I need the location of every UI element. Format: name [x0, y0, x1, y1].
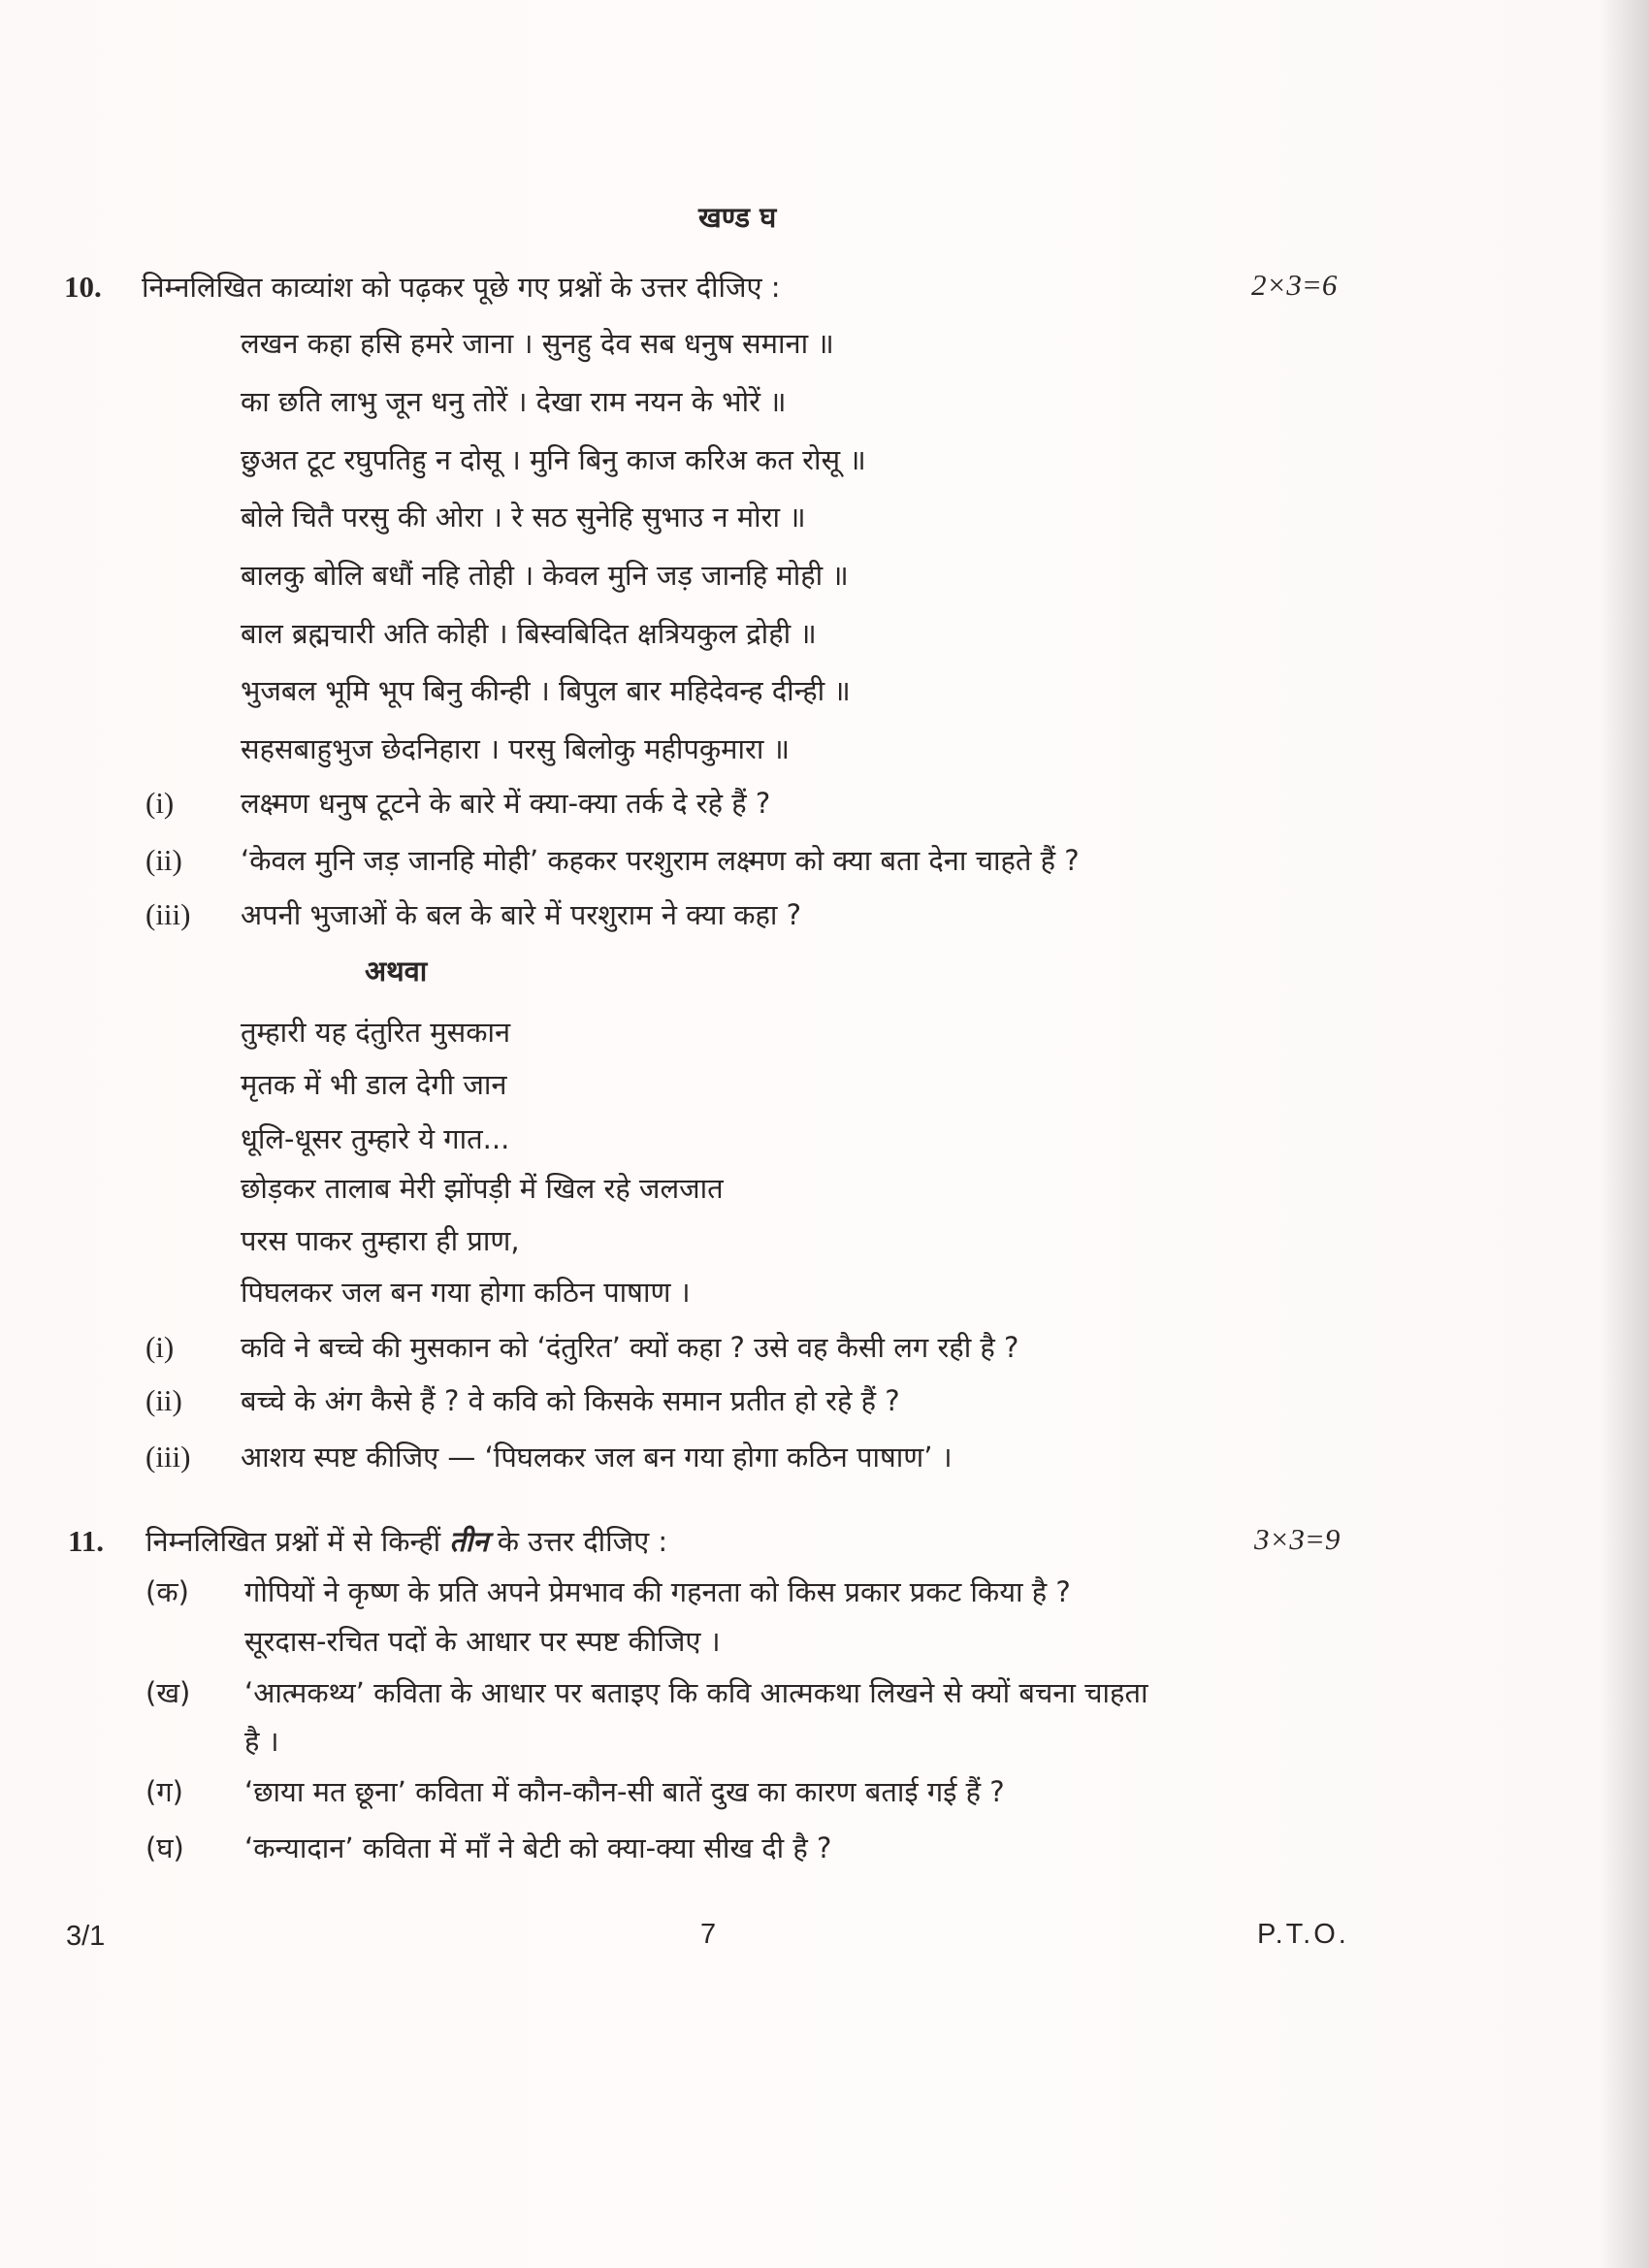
poem-line: धूलि-धूसर तुम्हारे ये गात...	[241, 1122, 510, 1155]
section-title: खण्ड घ	[698, 201, 777, 234]
subquestion-label: (i)	[146, 1330, 175, 1364]
poem-line: बालकु बोलि बधौं नहि तोही । केवल मुनि जड़ जानहि मोही ॥	[241, 559, 849, 592]
instruction-pre: निम्नलिखित प्रश्नों में से किन्हीं	[146, 1525, 441, 1558]
poem-line: भुजबल भूमि भूप बिनु कीन्ही । बिपुल बार महिदेवन्ह दीन्ही ॥	[241, 674, 851, 707]
subquestion-label: (iii)	[146, 1440, 191, 1474]
poem-line: लखन कहा हसि हमरे जाना । सुनहु देव सब धनुष समाना ॥	[241, 327, 834, 360]
page-number: 7	[700, 1919, 717, 1950]
poem-line: छोड़कर तालाब मेरी झोंपड़ी में खिल रहे जलजात	[241, 1172, 724, 1205]
subquestion-text: अपनी भुजाओं के बल के बारे में परशुराम ने क्या कहा ?	[241, 898, 802, 931]
subquestion-label: (घ)	[146, 1831, 184, 1864]
subquestion-text: ‘आत्मकथ्य’ कविता के आधार पर बताइए कि कवि आत्मकथा लिखने से क्यों बचना चाहता	[244, 1676, 1148, 1709]
subquestion-text: ‘कन्यादान’ कविता में माँ ने बेटी को क्या-क्या सीख दी है ?	[244, 1831, 832, 1864]
subquestion-text: ‘केवल मुनि जड़ जानहि मोही’ कहकर परशुराम लक्ष्मण को क्या बता देना चाहते हैं ?	[241, 844, 1080, 877]
subquestion-label: (i)	[146, 786, 175, 820]
poem-line: परस पाकर तुम्हारा ही प्राण,	[241, 1224, 520, 1257]
poem-line: पिघलकर जल बन गया होगा कठिन पाषाण ।	[241, 1276, 691, 1309]
subquestion-text: ‘छाया मत छूना’ कविता में कौन-कौन-सी बातें दुख का कारण बताई गई हैं ?	[244, 1775, 1005, 1808]
poem-line: बोले चितै परसु की ओरा । रे सठ सुनेहि सुभाउ न मोरा ॥	[241, 501, 806, 534]
instruction-post: के उत्तर दीजिए :	[497, 1525, 668, 1558]
subquestion-label: (iii)	[146, 897, 191, 931]
poem-line: का छति लाभु जून धनु तोरें । देखा राम नयन के भोरें ॥	[241, 385, 787, 418]
subquestion-label: (ii)	[146, 843, 182, 877]
pto-label: P.T.O.	[1257, 1919, 1349, 1950]
subquestion-text: कवि ने बच्चे की मुसकान को ‘दंतुरित’ क्यों कहा ? उसे वह कैसी लग रही है ?	[241, 1331, 1019, 1364]
poem-line: मृतक में भी डाल देगी जान	[241, 1068, 507, 1101]
question-marks: 3×3=9	[1254, 1522, 1341, 1556]
subquestion-label: (ग)	[146, 1775, 183, 1808]
question-number: 10.	[64, 270, 102, 304]
question-marks: 2×3=6	[1251, 268, 1338, 302]
subquestion-text: गोपियों ने कृष्ण के प्रति अपने प्रेमभाव की गहनता को किस प्रकार प्रकट किया है ?	[244, 1575, 1071, 1608]
subquestion-label: (ii)	[146, 1383, 182, 1417]
subquestion-text: आशय स्पष्ट कीजिए — ‘पिघलकर जल बन गया होगा कठिन पाषाण’ ।	[241, 1441, 953, 1474]
paper-code: 3/1	[66, 1921, 106, 1952]
instruction-emphasis: तीन	[449, 1525, 489, 1558]
subquestion-text: है ।	[244, 1725, 279, 1758]
question-instruction: निम्नलिखित काव्यांश को पढ़कर पूछे गए प्रश्नों के उत्तर दीजिए :	[142, 271, 781, 304]
subquestion-text: बच्चे के अंग कैसे हैं ? वे कवि को किसके समान प्रतीत हो रहे हैं ?	[241, 1384, 900, 1417]
poem-line: छुअत टूट रघुपतिहु न दोसू । मुनि बिनु काज करिअ कत रोसू ॥	[241, 443, 866, 476]
or-label: अथवा	[365, 955, 428, 988]
subquestion-label: (क)	[146, 1575, 189, 1608]
question-number: 11.	[68, 1524, 105, 1558]
poem-line: तुम्हारी यह दंतुरित मुसकान	[241, 1016, 511, 1049]
subquestion-label: (ख)	[146, 1676, 191, 1709]
subquestion-text: लक्ष्मण धनुष टूटने के बारे में क्या-क्या तर्क दे रहे हैं ?	[241, 787, 771, 820]
poem-line: सहसबाहुभुज छेदनिहारा । परसु बिलोकु महीपकुमारा ॥	[241, 732, 790, 765]
question-instruction	[146, 1522, 667, 1561]
poem-line: बाल ब्रह्मचारी अति कोही । बिस्वबिदित क्षत्रियकुल द्रोही ॥	[241, 617, 817, 650]
subquestion-text: सूरदास-रचित पदों के आधार पर स्पष्ट कीजिए ।	[244, 1625, 721, 1658]
